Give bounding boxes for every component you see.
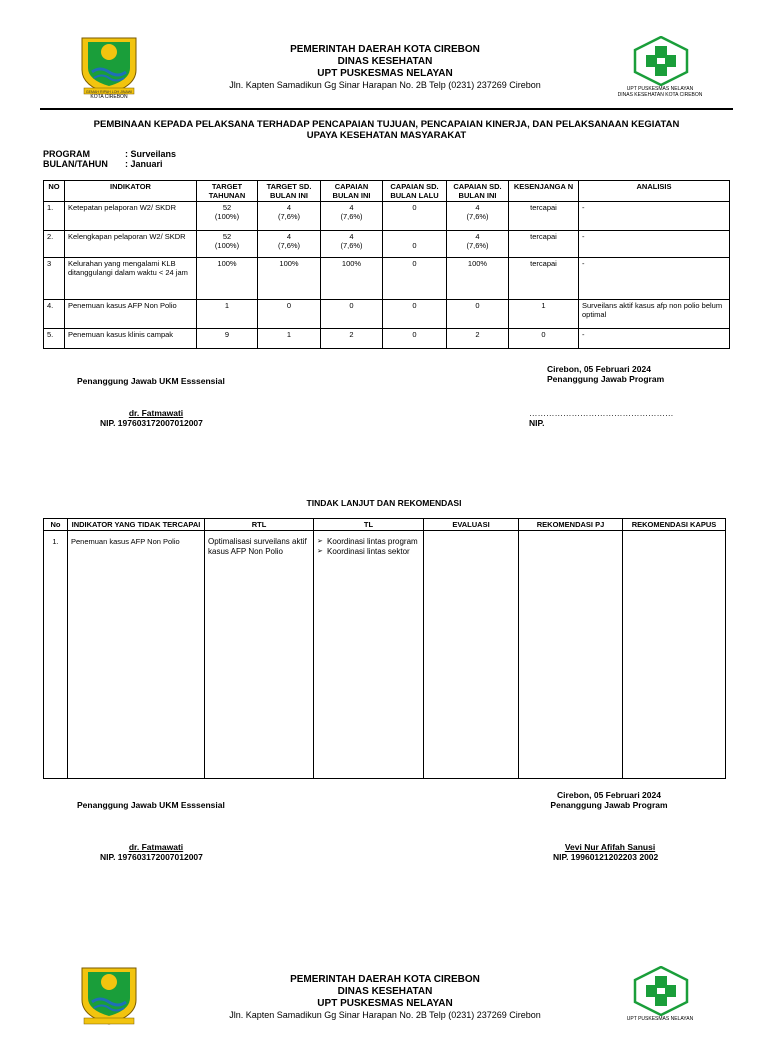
table-cell: 100% (197, 258, 258, 300)
unit-name: UPT PUSKESMAS NELAYAN (317, 998, 453, 1009)
title-line2: UPAYA KESEHATAN MASYARAKAT (306, 130, 467, 141)
column-header: INDIKATOR (65, 181, 197, 202)
table-cell: 2 (321, 329, 383, 349)
cell-rtl: Optimalisasi surveilans aktif kasus AFP Non Polio (205, 531, 314, 779)
header-divider (40, 108, 733, 110)
table-cell: 1. (44, 202, 65, 231)
dept-name: DINAS KESEHATAN (337, 986, 433, 997)
table-cell: 4. (44, 300, 65, 329)
letterhead (0, 36, 768, 116)
right-signer-title-2: Penanggung Jawab Program (550, 800, 668, 810)
table-cell: 1 (197, 300, 258, 329)
cell-tl (314, 531, 424, 779)
table-cell: 9 (197, 329, 258, 349)
logo-right-caption: UPT PUSKESMAS NELAYAN (626, 1016, 694, 1022)
table-cell: 0 (383, 202, 447, 231)
table-cell: 0 (258, 300, 321, 329)
dept-name: DINAS KESEHATAN (337, 56, 433, 67)
column-header: NO (44, 181, 65, 202)
unit-name: UPT PUSKESMAS NELAYAN (317, 68, 453, 79)
cell-rekomendasi-pj (519, 531, 623, 779)
table-cell: tercapai (509, 202, 579, 231)
column-header: TARGET SD. BULAN INI (258, 181, 321, 202)
followup-table (43, 518, 726, 779)
signature-right-block (547, 364, 664, 384)
logo-left-caption: KOTA CIREBON (90, 94, 128, 100)
document-title (40, 119, 733, 141)
table-cell: - (579, 231, 730, 258)
cell-evaluasi (424, 531, 519, 779)
month-value: : Januari (125, 159, 163, 169)
table-cell: 0 (383, 300, 447, 329)
logo-right-caption-line1: UPT PUSKESMAS NELAYAN (626, 86, 694, 92)
table-cell: 0 (509, 329, 579, 349)
column-header: INDIKATOR YANG TIDAK TERCAPAI (68, 519, 205, 531)
table-cell: Surveilans aktif kasus afp non polio belum optimal (579, 300, 730, 329)
section-title: TINDAK LANJUT DAN REKOMENDASI (306, 498, 462, 508)
achievement-table (43, 180, 730, 349)
signature2-left-block (100, 842, 212, 852)
column-header: KESENJANGA N (509, 181, 579, 202)
address: Jln. Kapten Samadikun Gg Sinar Harapan No. 2B Telp (0231) 237269 Cirebon (229, 1010, 541, 1020)
left-signer-name: dr. Fatmawati (128, 408, 184, 418)
table-row (44, 531, 726, 779)
left-signer-nip: NIP. 197603172007012007 (100, 418, 203, 428)
table-row (44, 202, 730, 231)
month-label: BULAN/TAHUN (43, 159, 108, 169)
table-cell: 52 (100%) (197, 202, 258, 231)
table-cell: Penemuan kasus klinis campak (65, 329, 197, 349)
table-cell: Penemuan kasus AFP Non Polio (65, 300, 197, 329)
puskesmas-logo (632, 36, 690, 86)
table-cell: tercapai (509, 231, 579, 258)
table-row (44, 231, 730, 258)
right-signer-title: Penanggung Jawab Program (547, 374, 665, 384)
column-header: No (44, 519, 68, 531)
svg-text:GEMAH RIPAH LOH JINAWI: GEMAH RIPAH LOH JINAWI (85, 90, 133, 94)
table-cell: 100% (321, 258, 383, 300)
table-cell: 0 (321, 300, 383, 329)
table-cell: 2. (44, 231, 65, 258)
govt-name: PEMERINTAH DAERAH KOTA CIREBON (290, 44, 480, 55)
table-cell: tercapai (509, 258, 579, 300)
table-cell: Kelengkapan pelaporan W2/ SKDR (65, 231, 197, 258)
table-cell: 4 (7,6%) (321, 202, 383, 231)
table-cell: 1 (258, 329, 321, 349)
table-cell: Kelurahan yang mengalami KLB ditanggulangi dalam waktu < 24 jam (65, 258, 197, 300)
table-cell: 4 (7,6%) (258, 231, 321, 258)
column-header: CAPAIAN SD. BULAN INI (447, 181, 509, 202)
cell-rekomendasi-kapus (623, 531, 726, 779)
table-cell: 0 (383, 329, 447, 349)
letterhead-repeat (0, 966, 768, 1046)
table-row (44, 329, 730, 349)
table-header-row (44, 519, 726, 531)
table-cell: 0 (383, 231, 447, 258)
column-header: REKOMENDASI KAPUS (623, 519, 726, 531)
left-signer-title: Penanggung Jawab UKM Esssensial (77, 376, 225, 386)
column-header: EVALUASI (424, 519, 519, 531)
table-cell: 4 (7,6%) (447, 231, 509, 258)
left-signer-title-2: Penanggung Jawab UKM Esssensial (77, 800, 225, 810)
column-header: REKOMENDASI PJ (519, 519, 623, 531)
title-line1: PEMBINAAN KEPADA PELAKSANA TERHADAP PENCAPAIAN TUJUAN, PENCAPAIAN KINERJA, DAN PELAKSANAAN KEGIATAN (93, 119, 680, 130)
right-signer-block-2 (553, 842, 667, 852)
table-cell: 4 (7,6%) (321, 231, 383, 258)
table-cell: Ketepatan pelaporan W2/ SKDR (65, 202, 197, 231)
letterhead-text (200, 44, 570, 91)
letterhead-text (200, 974, 570, 1021)
govt-name: PEMERINTAH DAERAH KOTA CIREBON (290, 974, 480, 985)
place-date: Cirebon, 05 Februari 2024 (547, 364, 651, 374)
column-header: ANALISIS (579, 181, 730, 202)
left-signer-name-2: dr. Fatmawati (128, 842, 184, 852)
kota-cirebon-logo (78, 36, 140, 100)
puskesmas-logo (632, 966, 690, 1016)
cell-no: 1. (44, 531, 68, 779)
column-header: TARGET TAHUNAN (197, 181, 258, 202)
signature-left-block (100, 408, 212, 418)
table-cell: 3 (44, 258, 65, 300)
tl-item: ➢ Koordinasi lintas sektor (327, 547, 420, 557)
signature2-right-block (547, 790, 671, 810)
address: Jln. Kapten Samadikun Gg Sinar Harapan No. 2B Telp (0231) 237269 Cirebon (229, 80, 541, 90)
table-header-row (44, 181, 730, 202)
table-row (44, 258, 730, 300)
table-cell: - (579, 329, 730, 349)
table-cell: 0 (447, 300, 509, 329)
table-cell: 4 (7,6%) (258, 202, 321, 231)
program-label: PROGRAM (43, 149, 90, 159)
table-cell: 1 (509, 300, 579, 329)
place-date-2: Cirebon, 05 Februari 2024 (557, 790, 661, 800)
table-cell: - (579, 202, 730, 231)
table-row (44, 300, 730, 329)
logo-right-caption (600, 86, 720, 98)
right-signer-name-2: Vevi Nur Afifah Sanusi (564, 842, 656, 852)
right-signer-dots: …………………………………………… (529, 408, 674, 418)
table-cell: - (579, 258, 730, 300)
right-signer-nip: NIP. (529, 418, 545, 428)
column-header: RTL (205, 519, 314, 531)
table-cell: 100% (447, 258, 509, 300)
cell-indikator: Penemuan kasus AFP Non Polio (68, 531, 205, 779)
column-header: TL (314, 519, 424, 531)
tl-item: ➢ Koordinasi lintas program (327, 537, 420, 547)
right-signer-nip-2: NIP. 19960121202203 2002 (553, 852, 659, 862)
table-cell: 52 (100%) (197, 231, 258, 258)
program-value: : Surveilans (125, 149, 177, 159)
table-cell: 100% (258, 258, 321, 300)
table-cell: 4 (7,6%) (447, 202, 509, 231)
column-header: CAPAIAN BULAN INI (321, 181, 383, 202)
kota-cirebon-logo (78, 966, 140, 1030)
table-cell: 0 (383, 258, 447, 300)
table-cell: 5. (44, 329, 65, 349)
program-meta (43, 149, 176, 169)
table-cell: 2 (447, 329, 509, 349)
left-signer-nip-2: NIP. 197603172007012007 (100, 852, 203, 862)
logo-right-caption-line2: DINAS KESEHATAN KOTA CIREBON (617, 92, 703, 98)
column-header: CAPAIAN SD. BULAN LALU (383, 181, 447, 202)
